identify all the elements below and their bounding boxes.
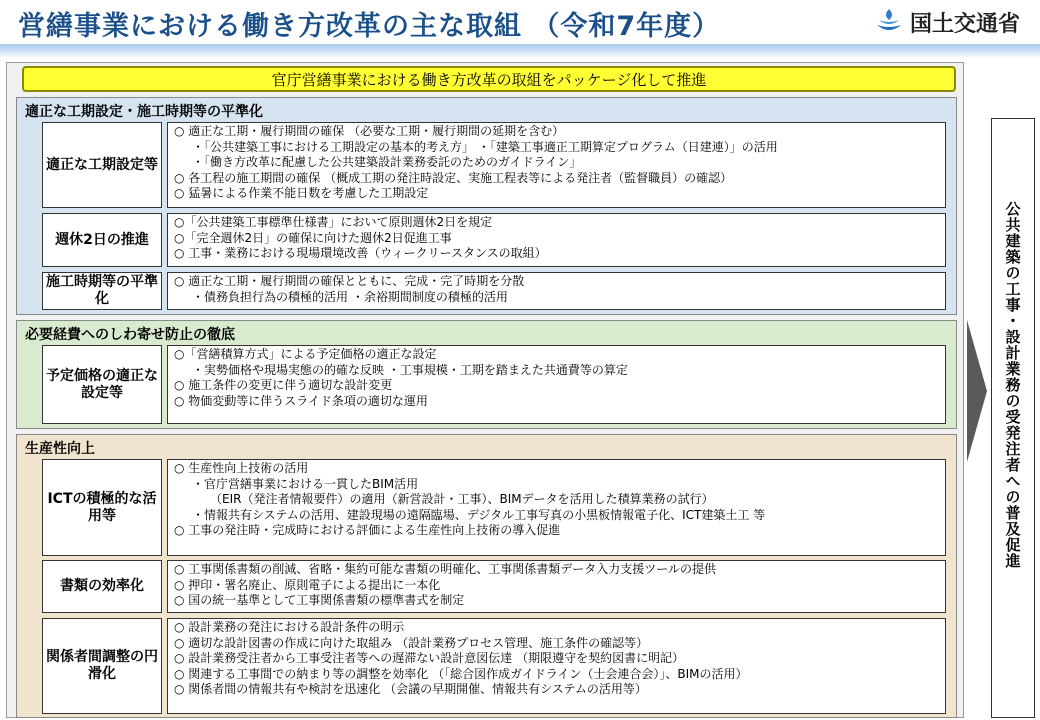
- mlit-emblem-icon: [872, 5, 906, 39]
- content-documents: [167, 560, 946, 613]
- content-line: ○ 生産性向上技術の活用: [174, 461, 309, 475]
- label-proper-schedule: 適正な工期設定等: [42, 122, 162, 208]
- content-line: ○ 物価変動等に伴うスライド条項の適切な運用: [174, 393, 428, 408]
- section-title: 必要経費へのしわ寄せ防止の徹底: [25, 327, 235, 343]
- content-line: ○ 各工程の施工期間の確保 （概成工期の発注時設定、実施工程表等による発注者（監督職員）の確認）: [174, 170, 733, 185]
- label-leveling: 施工時期等の平準化: [42, 272, 162, 310]
- content-line: ○「公共建築工事標準仕様書」において原則週休2日を規定: [174, 215, 493, 229]
- content-line: ・「働き方改革に配慮した公共建築設計業務委託のためのガイドライン」: [192, 155, 582, 170]
- content-line: ・実勢価格や現場実態の的確な反映 ・工事規模・工期を踏まえた共通費等の算定: [192, 362, 628, 377]
- label-documents: 書類の効率化: [42, 560, 162, 613]
- content-leveling: [167, 272, 946, 310]
- content-line: ○ 工事・業務における現場環境改善（ウィークリースタンスの取組）: [174, 246, 547, 261]
- right-arrow-icon: [965, 320, 989, 462]
- content-line: ・債務負担行為の積極的活用 ・余裕期間制度の積極的活用: [192, 289, 508, 304]
- package-banner: 官庁営繕事業における働き方改革の取組をパッケージ化して推進: [22, 66, 956, 92]
- content-line: （EIR（発注者情報要件）の適用（新営設計・工事）、BIMデータを活用した積算業務の試行）: [210, 492, 714, 507]
- content-line: ・情報共有システムの活用、建設現場の遠隔臨場、デジタル工事写真の小黒板情報電子化、ICT建築土工 等: [192, 507, 766, 522]
- content-line: ○ 適正な工期・履行期間の確保 （必要な工期・履行期間の延期を含む）: [174, 124, 565, 138]
- content-line: ・官庁営繕事業における一貫したBIM活用: [192, 476, 419, 491]
- promotion-text: 公共建築の工事・設計業務の受発注者への普及促進: [1003, 201, 1022, 569]
- content-line: ○ 工事関係書類の削減、省略・集約可能な書類の明確化、工事関係書類データ入力支援ツールの提供: [174, 562, 717, 576]
- content-ict: [167, 459, 946, 556]
- promotion-box: [991, 118, 1035, 718]
- content-line: ○ 施工条件の変更に伴う適切な設計変更: [174, 378, 393, 393]
- content-two-day-weekend: [167, 213, 946, 267]
- mlit-logo: [872, 2, 1032, 42]
- header-band: [0, 44, 1040, 58]
- content-line: ○「完全週休2日」の確保に向けた週休2日促進工事: [174, 230, 452, 245]
- content-line: ○ 設計業務受注者から工事受注者等への遅滞ない設計意図伝達 （期限遵守を契約図書に明記）: [174, 651, 685, 666]
- content-line: ○ 適切な設計図書の作成に向けた取組み （設計業務プロセス管理、施工条件の確認等）: [174, 635, 649, 650]
- label-two-day-weekend: 週休2日の推進: [42, 213, 162, 267]
- content-line: ・「公共建築工事における工期設定の基本的考え方」 ・「建築工事適正工期算定プログラム（日建連）」の活用: [192, 139, 778, 154]
- content-line: ○「営繕積算方式」による予定価格の適正な設定: [174, 347, 437, 361]
- content-line: ○ 押印・署名廃止、原則電子による提出に一本化: [174, 577, 441, 592]
- content-proper-schedule: [167, 122, 946, 208]
- content-coordination: [167, 618, 946, 714]
- content-estimated-price: [167, 345, 946, 424]
- label-coordination: 関係者間調整の円滑化: [42, 618, 162, 714]
- logo-text: 国土交通省: [910, 11, 1021, 37]
- content-line: ○ 関係者間の情報共有や検討を迅速化 （会議の早期開催、情報共有システムの活用等）: [174, 682, 647, 697]
- section-title: 生産性向上: [25, 441, 95, 457]
- content-line: ○ 国の統一基準として工事関係書類の標準書式を制定: [174, 593, 465, 608]
- label-ict: ICTの積極的な活用等: [42, 459, 162, 556]
- content-line: ○ 関連する工事間での納まり等の調整を効率化 （「総合図作成ガイドライン（士会連合会）」、BIMの活用）: [174, 666, 748, 681]
- section-title: 適正な工期設定・施工時期等の平準化: [25, 104, 263, 120]
- content-line: ○ 設計業務の発注における設計条件の明示: [174, 620, 405, 634]
- content-line: ○ 猛暑による作業不能日数を考慮した工期設定: [174, 186, 429, 201]
- content-line: ○ 適正な工期・履行期間の確保とともに、完成・完了時期を分散: [174, 274, 525, 288]
- content-line: ○ 工事の発注時・完成時における評価による生産性向上技術の導入促進: [174, 523, 561, 538]
- page-title: 営繕事業における働き方改革の主な取組 （令和7年度）: [18, 11, 721, 42]
- label-estimated-price: 予定価格の適正な設定等: [42, 345, 162, 424]
